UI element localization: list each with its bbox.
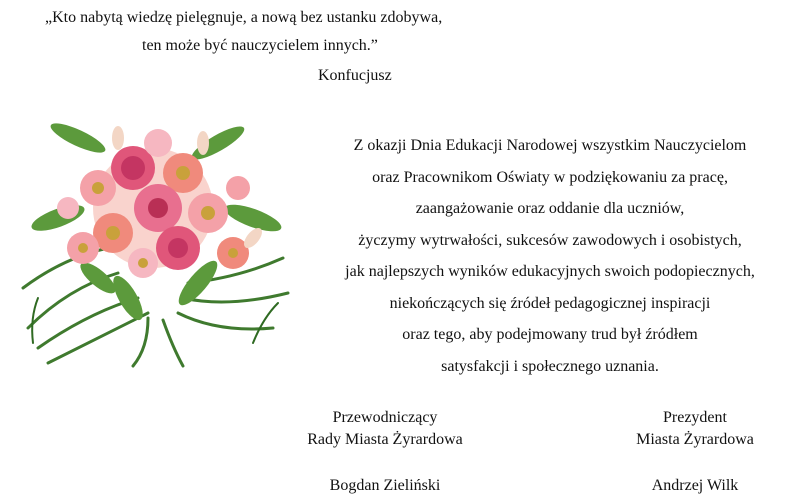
wishes-line: satysfakcji i społecznego uznania. <box>441 357 659 375</box>
wishes-line: niekończących się źródeł pedagogicznej inspiracji <box>389 294 711 312</box>
flower-bouquet-image <box>8 98 298 368</box>
signature-council-chairman <box>280 407 490 497</box>
signature-title: Przewodniczący <box>332 409 438 426</box>
wishes-line: oraz tego, aby podejmowany trud był źródłem <box>402 326 698 343</box>
wishes-line: oraz Pracownikom Oświaty w podziękowaniu za pracę, <box>372 168 728 186</box>
wishes-line: zaangażowanie oraz oddanie dla uczniów, <box>415 200 685 217</box>
signature-name: Bogdan Zieliński <box>329 477 441 494</box>
signature-name: Andrzej Wilk <box>651 477 739 494</box>
quote-line-2: ten może być nauczycielem innych.” <box>142 37 378 54</box>
signature-mayor <box>595 407 795 497</box>
wishes-line: jak najlepszych wyników edukacyjnych swoich podopiecznych, <box>345 263 755 280</box>
quote-line-1: „Kto nabytą wiedzę pielęgnuje, a nową bez ustanku zdobywa, <box>45 9 443 26</box>
wishes-text <box>300 130 800 382</box>
quote-author: Konfucjusz <box>318 67 392 84</box>
wishes-line: życzymy wytrwałości, sukcesów zawodowych i osobistych, <box>358 231 742 249</box>
signature-title: Rady Miasta Żyrardowa <box>307 431 463 448</box>
signature-title: Miasta Żyrardowa <box>636 431 754 448</box>
wishes-line: Z okazji Dnia Edukacji Narodowej wszystkim Nauczycielom <box>353 137 747 154</box>
signature-title: Prezydent <box>663 409 727 426</box>
